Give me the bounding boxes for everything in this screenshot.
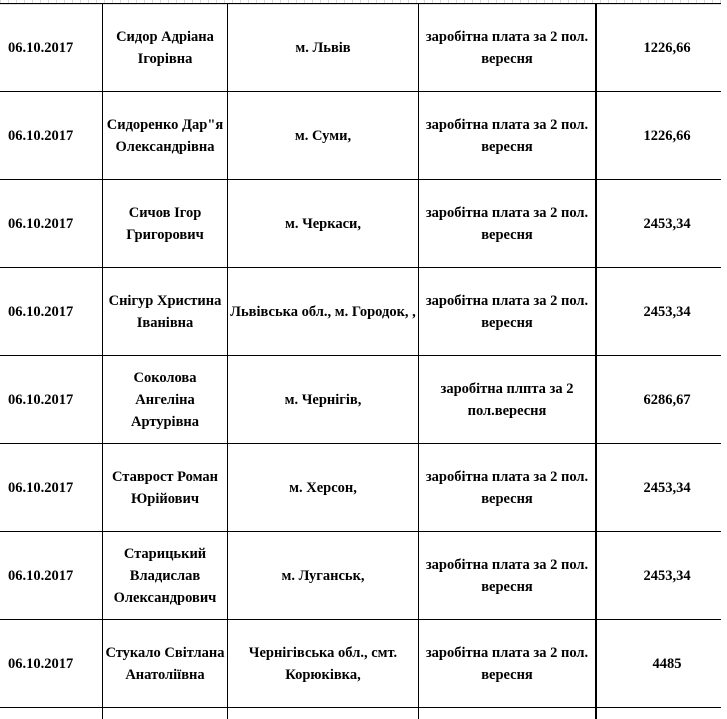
purpose-cell[interactable]: заробітна плата за 2 пол. вересня bbox=[419, 4, 597, 92]
sheet-right-margin bbox=[721, 0, 727, 719]
purpose-cell[interactable]: заробітна плата за 2 пол. вересня bbox=[419, 444, 597, 532]
name-cell[interactable]: Снігур Христина Іванівна bbox=[103, 268, 228, 356]
place-cell[interactable]: м. Херсон, bbox=[228, 444, 419, 532]
place-cell[interactable]: м. Луганськ, bbox=[228, 532, 419, 620]
place-cell[interactable]: м. Суми, bbox=[228, 92, 419, 180]
name-cell[interactable]: Стукало Світлана Анатоліївна bbox=[103, 620, 228, 708]
empty-cell[interactable] bbox=[228, 708, 419, 719]
purpose-cell[interactable]: заробітна плата за 2 пол. вересня bbox=[419, 620, 597, 708]
amount-cell[interactable]: 6286,67 bbox=[596, 356, 727, 444]
table-row bbox=[0, 92, 727, 180]
amount-cell[interactable]: 1226,66 bbox=[596, 4, 727, 92]
empty-cell[interactable] bbox=[103, 708, 228, 719]
name-cell[interactable]: Сичов Ігор Григорович bbox=[103, 180, 228, 268]
payments-table bbox=[0, 3, 727, 719]
table-row bbox=[0, 180, 727, 268]
date-cell[interactable]: 06.10.2017 bbox=[0, 620, 103, 708]
place-cell[interactable]: м. Львів bbox=[228, 4, 419, 92]
purpose-cell[interactable]: заробітна плата за 2 пол. вересня bbox=[419, 268, 597, 356]
amount-cell[interactable]: 2453,34 bbox=[596, 268, 727, 356]
date-cell[interactable]: 06.10.2017 bbox=[0, 444, 103, 532]
amount-cell[interactable]: 2453,34 bbox=[596, 532, 727, 620]
amount-cell[interactable]: 2453,34 bbox=[596, 444, 727, 532]
table-row bbox=[0, 532, 727, 620]
table-row bbox=[0, 444, 727, 532]
amount-cell[interactable]: 1226,66 bbox=[596, 92, 727, 180]
name-cell[interactable]: Соколова Ангеліна Артурівна bbox=[103, 356, 228, 444]
place-cell[interactable]: Чернігівська обл., смт. Корюківка, bbox=[228, 620, 419, 708]
purpose-cell[interactable]: заробітна плата за 2 пол. вересня bbox=[419, 92, 597, 180]
empty-cell[interactable] bbox=[419, 708, 597, 719]
purpose-cell[interactable]: заробітна плата за 2 пол. вересня bbox=[419, 180, 597, 268]
place-cell[interactable]: м. Чернігів, bbox=[228, 356, 419, 444]
table-row bbox=[0, 620, 727, 708]
amount-cell[interactable]: 4485 bbox=[596, 620, 727, 708]
date-cell[interactable]: 06.10.2017 bbox=[0, 268, 103, 356]
empty-cell[interactable] bbox=[0, 708, 103, 719]
table-row bbox=[0, 4, 727, 92]
amount-cell[interactable]: 2453,34 bbox=[596, 180, 727, 268]
name-cell[interactable]: Сидор Адріана Ігорівна bbox=[103, 4, 228, 92]
empty-cell[interactable] bbox=[596, 708, 727, 719]
table-row bbox=[0, 268, 727, 356]
date-cell[interactable]: 06.10.2017 bbox=[0, 532, 103, 620]
purpose-cell[interactable]: заробітна плпта за 2 пол.вересня bbox=[419, 356, 597, 444]
date-cell[interactable]: 06.10.2017 bbox=[0, 4, 103, 92]
table-row bbox=[0, 356, 727, 444]
table-row-partial bbox=[0, 708, 727, 719]
date-cell[interactable]: 06.10.2017 bbox=[0, 92, 103, 180]
name-cell[interactable]: Ставрост Роман Юрійович bbox=[103, 444, 228, 532]
date-cell[interactable]: 06.10.2017 bbox=[0, 356, 103, 444]
name-cell[interactable]: Старицький Владислав Олександрович bbox=[103, 532, 228, 620]
date-cell[interactable]: 06.10.2017 bbox=[0, 180, 103, 268]
place-cell[interactable]: м. Черкаси, bbox=[228, 180, 419, 268]
name-cell[interactable]: Сидоренко Дар"я Олександрівна bbox=[103, 92, 228, 180]
place-cell[interactable]: Львівська обл., м. Городок, , bbox=[228, 268, 419, 356]
purpose-cell[interactable]: заробітна плата за 2 пол. вересня bbox=[419, 532, 597, 620]
